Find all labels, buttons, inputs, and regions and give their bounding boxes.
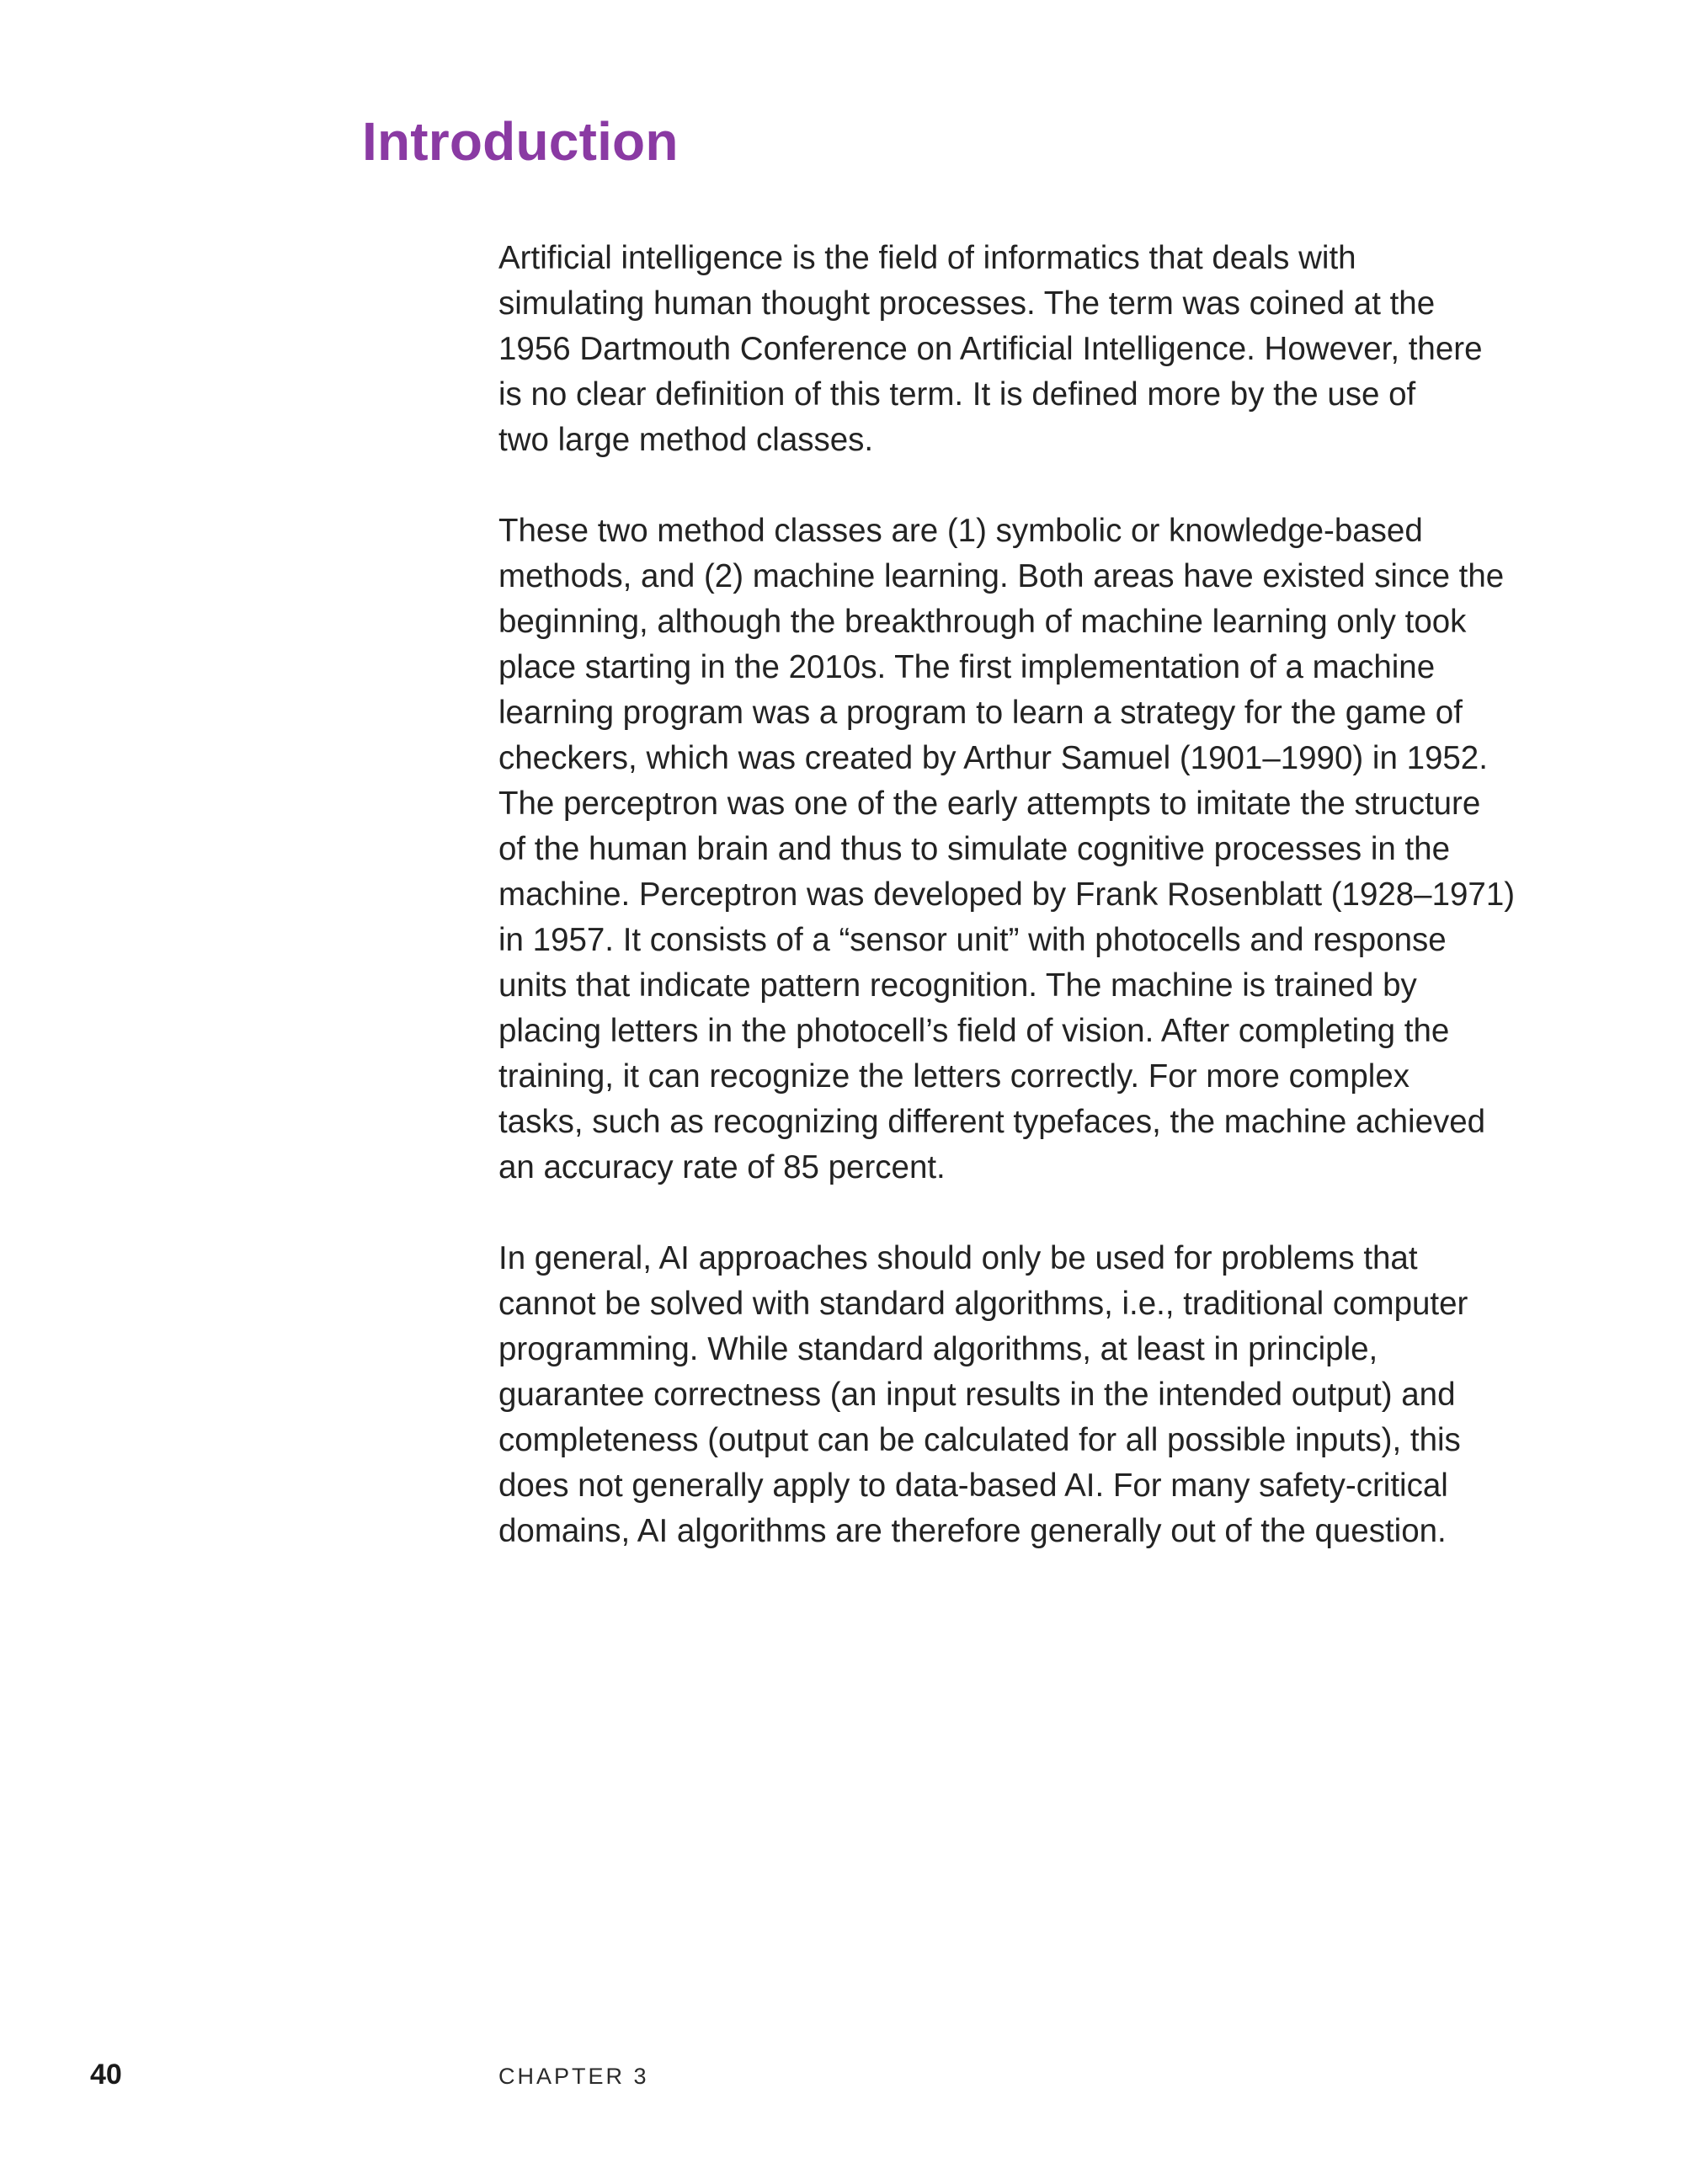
text-line: in 1957. It consists of a “sensor unit” with photocells and response	[498, 922, 1447, 958]
paragraph-1	[498, 236, 1547, 463]
text-line: training, it can recognize the letters correctly. For more complex	[498, 1058, 1410, 1095]
text-line: units that indicate pattern recognition. The machine is trained by	[498, 967, 1417, 1004]
body-text	[498, 236, 1547, 1600]
text-line: an accuracy rate of 85 percent.	[498, 1149, 946, 1185]
text-line: is no clear definition of this term. It is defined more by the use of	[498, 376, 1416, 413]
text-line: These two method classes are (1) symbolic or knowledge-based	[498, 513, 1423, 549]
text-line: simulating human thought processes. The term was coined at the	[498, 285, 1436, 322]
text-line: tasks, such as recognizing different typefaces, the machine achieved	[498, 1104, 1486, 1140]
text-line: two large method classes.	[498, 422, 874, 458]
text-line: completeness (output can be calculated for all possible inputs), this	[498, 1422, 1461, 1458]
text-line: domains, AI algorithms are therefore generally out of the question.	[498, 1513, 1447, 1549]
text-line: In general, AI approaches should only be used for problems that	[498, 1240, 1418, 1276]
page-number: 40	[90, 2059, 122, 2091]
section-heading: Introduction	[362, 111, 679, 172]
text-line: placing letters in the photocell’s field of vision. After completing the	[498, 1013, 1450, 1049]
text-line: programming. While standard algorithms, at least in principle,	[498, 1331, 1378, 1367]
text-line: Artificial intelligence is the field of informatics that deals with	[498, 240, 1356, 276]
text-line: machine. Perceptron was developed by Frank Rosenblatt (1928–1971)	[498, 876, 1516, 913]
text-line: checkers, which was created by Arthur Samuel (1901–1990) in 1952.	[498, 740, 1488, 776]
text-line: methods, and (2) machine learning. Both areas have existed since the	[498, 558, 1505, 594]
text-line: cannot be solved with standard algorithms, i.e., traditional computer	[498, 1286, 1468, 1322]
text-line: 1956 Dartmouth Conference on Artificial Intelligence. However, there	[498, 331, 1483, 367]
text-line: guarantee correctness (an input results in the intended output) and	[498, 1377, 1456, 1413]
text-line: place starting in the 2010s. The first implementation of a machine	[498, 649, 1436, 685]
chapter-label: CHAPTER 3	[498, 2064, 649, 2089]
text-line: of the human brain and thus to simulate cognitive processes in the	[498, 831, 1450, 867]
text-line: does not generally apply to data-based AI. For many safety-critical	[498, 1468, 1448, 1504]
text-line: beginning, although the breakthrough of machine learning only took	[498, 604, 1467, 640]
text-line: The perceptron was one of the early attempts to imitate the structure	[498, 786, 1481, 822]
paragraph-3	[498, 1236, 1547, 1554]
text-line: learning program was a program to learn a strategy for the game of	[498, 695, 1463, 731]
paragraph-2	[498, 509, 1547, 1191]
